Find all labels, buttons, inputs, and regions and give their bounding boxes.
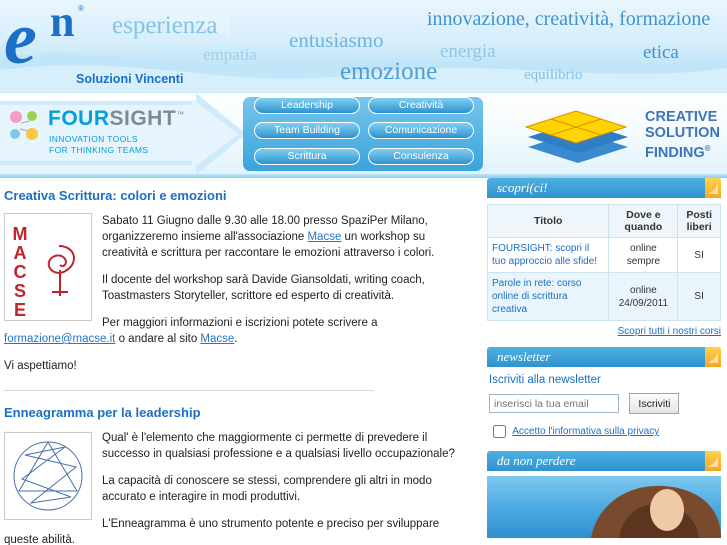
article-title-scrittura[interactable]: Creativa Scrittura: colori e emozioni [4,188,227,203]
article-paragraph-closing: Vi aspettiamo! [4,360,77,372]
woman-photo-illustration [571,476,721,538]
main-column [0,178,481,545]
foursight-sight-text: SIGHT [109,107,177,130]
banner-keyword-esperienza: esperienza [112,12,218,39]
banner-keyword-energia: energia [440,41,496,62]
banner-keyword-equilibrio: equilibrio [524,67,583,83]
article-separator [4,390,374,391]
nav-item-consulenza[interactable]: Consulenza [368,148,474,165]
newsletter-email-input[interactable] [489,394,619,413]
logo-registered-mark: ® [78,4,84,13]
foursight-logo-icon[interactable] [8,109,42,143]
table-row[interactable] [488,273,721,321]
nav-item-scrittura[interactable]: Scrittura [254,148,360,165]
csf-line-1: CREATIVE [645,109,718,125]
site-banner [0,0,727,92]
widget-title-da-non-perdere: da non perdere [497,453,576,468]
link-macse-1[interactable]: Macse [307,231,342,243]
foursight-subtitle-line-1: INNOVATION TOOLS [49,134,138,144]
enneagram-diagram-thumbnail[interactable] [4,432,92,520]
cell-course-seats: SI [678,238,721,273]
article-paragraph: Il docente del workshop sarà Davide Giansoldati, writing coach, Toastmasters Storyteller, scrittore ed esperto di creatività. [102,274,425,302]
macse-spiral-icon [35,240,83,302]
table-row[interactable] [488,238,721,273]
cell-course-title[interactable]: FOURSIGHT: scopri il tuo approccio alle sfide! [488,238,609,273]
article-paragraph: L'Enneagramma è uno strumento potente e preciso per sviluppare queste abilità. [4,518,440,545]
da-non-perdere-promo-image[interactable] [487,476,721,538]
nav-item-creativita[interactable]: Creatività [368,97,474,114]
newsletter-label: Iscriviti alla newsletter [489,374,601,386]
widget-header-da-non-perdere [487,451,721,471]
page-curl-icon [707,181,719,195]
logo-letter-e[interactable]: e [4,0,37,80]
article-title-enneagramma[interactable]: Enneagramma per la leadership [4,405,201,420]
column-header-posti-liberi: Posti liberi [678,205,721,238]
enneagram-icon [5,433,91,519]
foursight-subtitle-line-2: FOR THINKING TEAMS [49,145,149,155]
article-paragraph: Per maggiori informazioni e iscrizioni potete scrivere a formazione@macse.it o andare al sito Macse. [4,317,378,345]
banner-keyword-innovazione: innovazione, creatività, formazione [427,8,711,30]
macse-logo-text: MACSE [10,224,30,319]
courses-table [487,204,721,321]
creative-solution-finding-wordmark [645,109,720,161]
widget-title-newsletter: newsletter [497,349,551,364]
cell-course-where-when: online 24/09/2011 [609,273,678,321]
article-paragraph: Sabato 11 Giugno dalle 9.30 alle 18.00 presso SpaziPer Milano, organizzeremo insieme all'associazione Macse un workshop su creatività e scrittura per raccontare le emozioni attraverso i colori. [102,215,435,259]
newsletter-form [489,393,727,414]
cell-course-seats: SI [678,273,721,321]
courses-more-link-wrap [481,326,721,337]
page-curl-icon [707,350,719,364]
sidebar [481,178,727,545]
link-all-courses[interactable]: Scopri tutti i nostri corsi [617,326,721,337]
cell-course-title[interactable]: Parole in rete: corso online di scrittura creativa [488,273,609,321]
banner-keyword-empatia: empatia [203,45,257,64]
creative-solution-finding-logo-icon[interactable] [518,107,633,165]
logo-letter-n[interactable]: n [50,0,75,46]
main-navigation-bar [0,92,727,174]
column-header-dove-quando: Dove e quando [609,205,678,238]
widget-header-newsletter [487,347,721,367]
foursight-four-text: FOUR [48,107,110,130]
link-macse-2[interactable]: Macse [200,333,235,345]
article-paragraph: La capacità di conoscere se stessi, comprendere gli altri in modo accurato e interagire in modi produttivi. [102,475,432,503]
foursight-tm-mark: ™ [176,110,185,119]
newsletter-submit-button[interactable]: Iscriviti [629,393,679,414]
banner-keyword-entusiasmo: entusiasmo [289,28,384,52]
privacy-consent-row [489,422,727,441]
banner-keyword-etica: etica [643,42,679,63]
link-email-formazione[interactable]: formazione@macse.it [4,333,116,345]
macse-logo-thumbnail[interactable] [4,213,92,321]
link-privacy-policy[interactable]: Accetto l'informativa sulla privacy [512,426,660,438]
table-header-row [488,205,721,238]
widget-header-scoprici [487,178,721,198]
content-area [0,178,727,545]
cell-course-where-when: online sempre [609,238,678,273]
nav-item-comunicazione[interactable]: Comunicazione [368,122,474,139]
site-tagline: Soluzioni Vincenti [76,72,184,86]
foursight-wordmark [48,107,185,131]
foursight-subtitle [49,134,148,156]
widget-title-scoprici: scopri(ci! [497,180,548,195]
banner-keyword-emozione: emozione [340,58,438,85]
nav-item-team-building[interactable]: Team Building [254,122,360,139]
csf-line-2: SOLUTION [645,125,720,141]
column-header-titolo: Titolo [488,205,609,238]
csf-line-3: FINDING® [645,144,711,161]
page-curl-icon [707,454,719,468]
article-paragraph: Qual' è l'elemento che maggiormente ci permette di prevedere il successo in qualsiasi professione e a qualsiasi livello occupazionale? [102,432,455,460]
nav-item-leadership[interactable]: Leadership [254,97,360,114]
privacy-checkbox[interactable] [493,425,506,438]
